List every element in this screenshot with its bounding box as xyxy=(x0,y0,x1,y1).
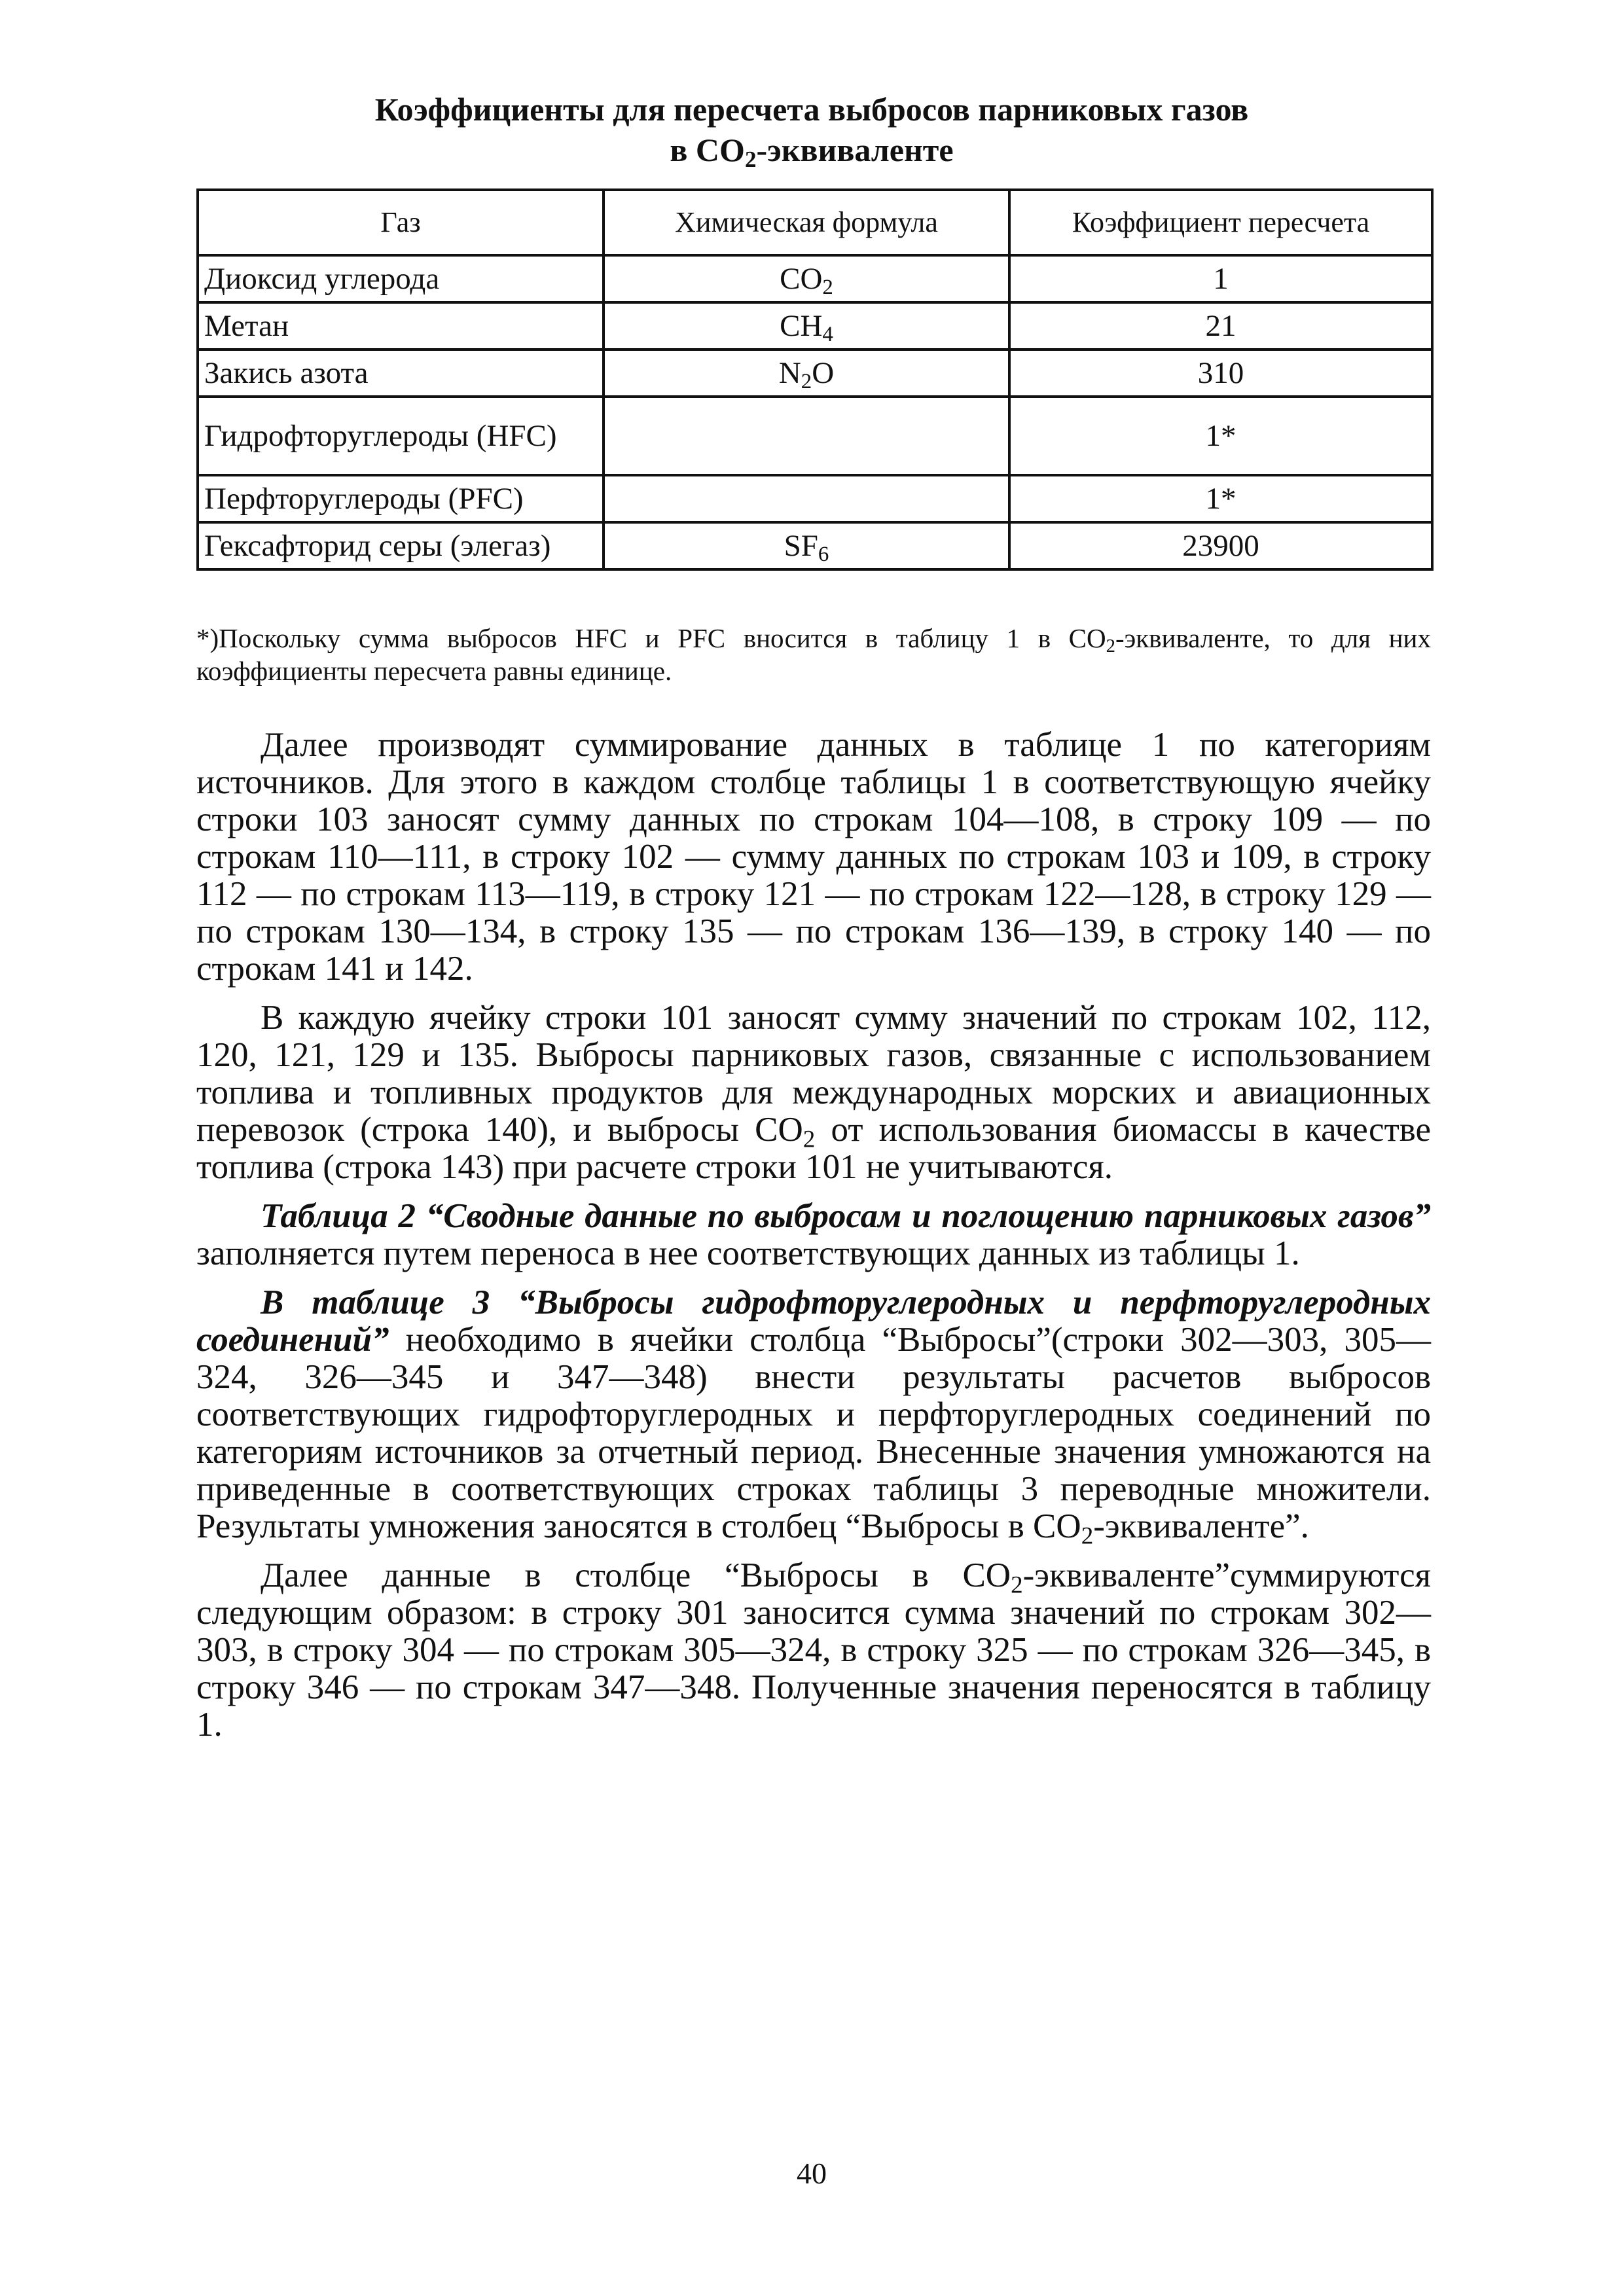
formula-base: SF xyxy=(784,529,818,563)
table-header-row xyxy=(198,190,1432,255)
formula-subscript: 4 xyxy=(822,323,833,347)
formula-subscript: 2 xyxy=(801,370,812,394)
paragraph-2-part-b: от использования биомассы в качестве топлива (строка 143) при расчете строки 101 не учитываются. xyxy=(196,1111,1431,1186)
paragraph-5-part-a: Далее данные в столбце “Выбросы в CO xyxy=(261,1556,1011,1594)
table-row xyxy=(198,302,1432,350)
table-footnote xyxy=(196,622,1431,687)
paragraph-5-subscript: 2 xyxy=(1011,1571,1023,1599)
gas-name-cell: Гидрофторуглероды (HFC) xyxy=(198,397,604,475)
paragraph-4 xyxy=(196,1283,1431,1550)
paragraph-4-part-b: -эквиваленте”. xyxy=(1093,1507,1309,1545)
document-title xyxy=(196,89,1427,170)
coefficient-cell: 21 xyxy=(1009,302,1432,350)
title-line-2 xyxy=(196,130,1427,170)
paragraph-4-subscript: 2 xyxy=(1081,1522,1094,1550)
gas-name-cell: Гексафторид серы (элегаз) xyxy=(198,522,604,569)
title-line-1: Коэффициенты для пересчета выбросов парниковых газов xyxy=(374,91,1249,128)
formula-cell xyxy=(604,475,1009,522)
gas-name-cell: Метан xyxy=(198,302,604,350)
table-row xyxy=(198,255,1432,302)
page-number: 40 xyxy=(797,2157,827,2190)
formula-cell xyxy=(604,255,1009,302)
formula-cell xyxy=(604,397,1009,475)
coefficient-cell: 23900 xyxy=(1009,522,1432,569)
paragraph-2-part-a: В каждую ячейку строки 101 заносят сумму значений по строкам 102, 112, 120, 121, 129 и 135. Выбросы парниковых газов, связанные с использованием топлива и топливных продуктов для международных морских и авиационных перевозок (строка 140), и выбросы CO xyxy=(196,999,1431,1149)
footnote-part-2: -эквиваленте, то для них коэффициенты пересчета равны единице. xyxy=(196,623,1431,686)
gas-name-cell: Диоксид углерода xyxy=(198,255,604,302)
table-row xyxy=(198,522,1432,569)
paragraph-1: Далее производят суммирование данных в таблице 1 по категориям источников. Для этого в каждом столбце таблицы 1 в соответствующую ячейку строки 103 заносят сумму данных по строкам 104—108, в строку 109 — по строкам 110—111, в строку 102 — сумму данных по строкам 103 и 109, в строку 112 — по строкам 113—119, в строку 121 — по строкам 122—128, в строку 129 — по строкам 130—134, в строку 135 — по строкам 136—139, в строку 140 — по строкам 141 и 142. xyxy=(196,726,1431,988)
title-line-2-subscript: 2 xyxy=(744,146,757,172)
table-row xyxy=(198,397,1432,475)
formula-base: N xyxy=(778,356,801,390)
header-coefficient: Коэффициент пересчета xyxy=(1009,190,1432,255)
paragraph-5-part-b: -эквиваленте”суммируются следующим образом: в строку 301 заносится сумма значений по строкам 302—303, в строку 304 — по строкам 305—324, в строку 325 — по строкам 326—345, в строку 346 — по строкам 347—348. Полученные значения переносятся в таблицу 1. xyxy=(196,1556,1431,1744)
paragraph-2 xyxy=(196,999,1431,1186)
paragraph-2-subscript: 2 xyxy=(803,1126,816,1153)
title-line-2-prefix: в CO xyxy=(670,132,745,168)
formula-subscript: 2 xyxy=(822,276,833,300)
formula-tail: O xyxy=(812,356,835,390)
table-2-reference: Таблица 2 “Сводные данные по выбросам и поглощению парниковых газов” xyxy=(261,1197,1431,1235)
table-row xyxy=(198,475,1432,522)
header-gas: Газ xyxy=(198,190,604,255)
header-formula: Химическая формула xyxy=(604,190,1009,255)
footnote-subscript: 2 xyxy=(1106,636,1115,657)
table-3-reference: В таблице 3 “Выбросы гидрофторуглеродных и перфторуглеродных соединений” xyxy=(196,1283,1431,1359)
coefficient-cell: 310 xyxy=(1009,350,1432,397)
coefficient-cell: 1* xyxy=(1009,475,1432,522)
paragraph-3-rest: заполняется путем переноса в нее соответствующих данных из таблицы 1. xyxy=(196,1234,1300,1272)
coefficient-cell: 1* xyxy=(1009,397,1432,475)
table-row xyxy=(198,350,1432,397)
formula-base: CH xyxy=(780,309,823,343)
formula-subscript: 6 xyxy=(818,543,829,567)
formula-cell xyxy=(604,302,1009,350)
gas-name-cell: Перфторуглероды (PFC) xyxy=(198,475,604,522)
formula-cell xyxy=(604,522,1009,569)
gas-name-cell: Закись азота xyxy=(198,350,604,397)
body-text xyxy=(196,726,1431,1755)
paragraph-5 xyxy=(196,1557,1431,1744)
formula-cell xyxy=(604,350,1009,397)
paragraph-4-part-a: необходимо в ячейки столбца “Выбросы”(строки 302—303, 305—324, 326—345 и 347—348) внести результаты расчетов выбросов соответствующих гидрофторуглеродных и перфторуглеродных соединений по категориям источников за отчетный период. Внесенные значения умножаются на приведенные в соответствующих строках таблицы 3 переводные множители. Результаты умножения заносятся в столбец “Выбросы в CO xyxy=(196,1321,1431,1545)
coefficient-cell: 1 xyxy=(1009,255,1432,302)
conversion-coefficients-table xyxy=(196,188,1434,571)
paragraph-3 xyxy=(196,1198,1431,1272)
title-line-2-suffix: -эквиваленте xyxy=(756,132,954,168)
formula-base: CO xyxy=(780,262,823,296)
footnote-part-1: *)Поскольку сумма выбросов HFC и PFC вносится в таблицу 1 в CO xyxy=(196,623,1106,653)
